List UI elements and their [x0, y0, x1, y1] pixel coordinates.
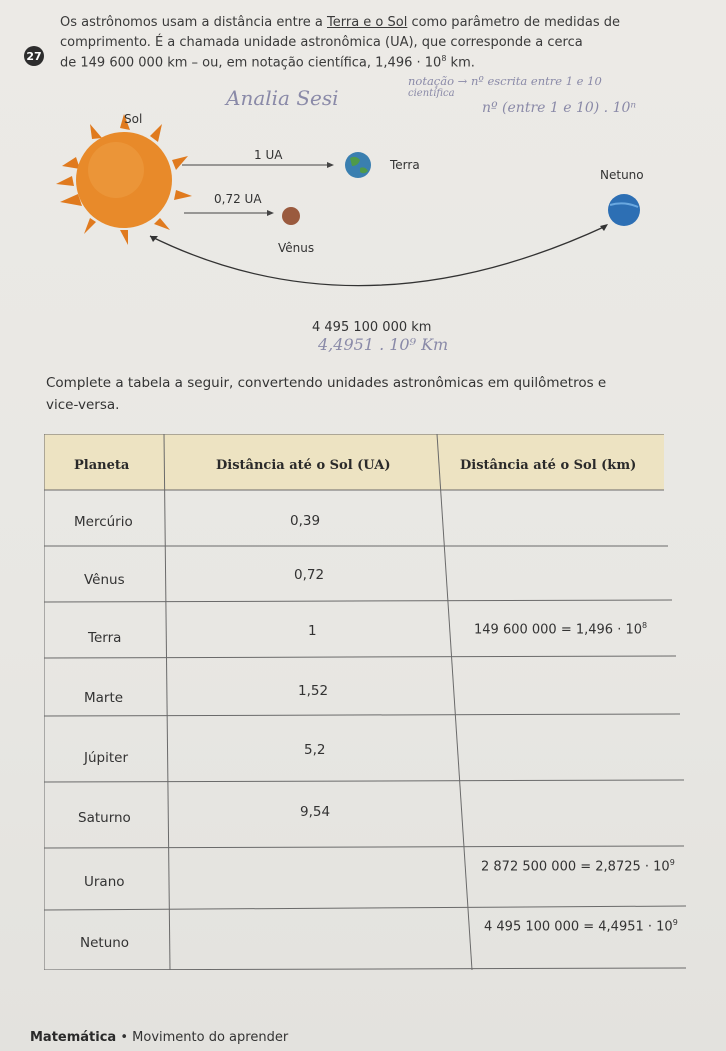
problem-line1-end: como parâmetro de medidas de — [407, 15, 621, 30]
row-2-km — [474, 621, 647, 637]
label-072ua: 0,72 UA — [214, 192, 262, 206]
instruction-line-2: vice-versa. — [46, 397, 120, 413]
row-0-ua: 0,39 — [290, 513, 321, 529]
row-6-km-exp: 9 — [669, 858, 675, 867]
row-2-km-exp: 8 — [642, 621, 648, 630]
label-distance: 4 495 100 000 km — [312, 320, 432, 335]
problem-line1-text: Os astrônomos usam a distância entre a — [60, 15, 327, 30]
row-4-ua: 5,2 — [304, 742, 326, 758]
row-7-km-text: 4 495 100 000 = 4,4951 · 10 — [484, 919, 673, 935]
header-planet: Planeta — [74, 458, 130, 473]
problem-number-badge: 27 — [24, 46, 44, 66]
handwritten-distance: 4,4951 . 10⁹ Km — [318, 335, 449, 354]
neptune-icon — [608, 194, 640, 226]
instruction-line-1: Complete a tabela a seguir, convertendo unidades astronômicas em quilômetros e — [46, 375, 607, 391]
arc-neptune — [150, 226, 606, 286]
row-6-km-text: 2 872 500 000 = 2,8725 · 10 — [481, 859, 670, 875]
row-1-planet: Vênus — [84, 572, 125, 588]
venus-icon — [282, 207, 300, 225]
row-3-planet: Marte — [84, 690, 124, 706]
label-sun: Sol — [124, 112, 143, 126]
arrow-1ua-head — [327, 162, 334, 168]
header-km: Distância até o Sol (km) — [460, 458, 637, 473]
row-1-ua: 0,72 — [294, 567, 325, 583]
solar-diagram — [0, 0, 726, 330]
footer-separator: • — [116, 1030, 133, 1045]
row-2-planet: Terra — [88, 630, 122, 646]
row-4-planet: Júpiter — [84, 750, 129, 766]
footer-subject: Matemática — [30, 1030, 117, 1045]
problem-line3-exponent: 8 — [441, 54, 447, 63]
row-2-km-text: 149 600 000 = 1,496 · 10 — [474, 622, 643, 638]
handwritten-note-a: notação → nº escrita entre 1 e 10 — [408, 74, 602, 88]
header-ua: Distância até o Sol (UA) — [216, 458, 391, 473]
row-5-ua: 9,54 — [300, 804, 331, 820]
arrow-072ua-head — [267, 210, 274, 216]
label-neptune: Netuno — [600, 168, 644, 182]
row-2-ua: 1 — [308, 623, 317, 639]
table-grid — [44, 434, 686, 970]
row-6-planet: Urano — [84, 874, 125, 890]
problem-line1-link: Terra e o Sol — [327, 15, 408, 30]
page-footer — [30, 1030, 288, 1045]
distance-table — [44, 434, 686, 970]
row-6-km — [481, 858, 675, 874]
problem-line-2: comprimento. É a chamada unidade astronômica (UA), que corresponde a cerca — [60, 35, 583, 50]
problem-line3-text: de 149 600 000 km – ou, em notação científica, 1,496 · 10 — [60, 55, 442, 71]
row-3-ua: 1,52 — [298, 683, 329, 699]
handwritten-note-c: nº (entre 1 e 10) . 10ⁿ — [482, 100, 637, 116]
row-7-km-exp: 9 — [672, 918, 678, 927]
label-1ua: 1 UA — [254, 148, 283, 162]
row-5-planet: Saturno — [78, 810, 131, 826]
label-venus: Vênus — [278, 241, 315, 255]
sun-highlight — [88, 142, 144, 198]
row-0-planet: Mercúrio — [74, 514, 133, 530]
handwritten-note-b: científica — [408, 88, 455, 99]
row-7-planet: Netuno — [80, 935, 130, 951]
earth-icon — [345, 152, 371, 178]
problem-line3-end: km. — [446, 55, 475, 71]
handwritten-name: Analia Sesi — [226, 86, 339, 110]
row-7-km — [484, 918, 678, 934]
label-earth: Terra — [390, 158, 420, 172]
arc-head-right — [600, 224, 608, 231]
footer-section: Movimento do aprender — [132, 1030, 289, 1045]
